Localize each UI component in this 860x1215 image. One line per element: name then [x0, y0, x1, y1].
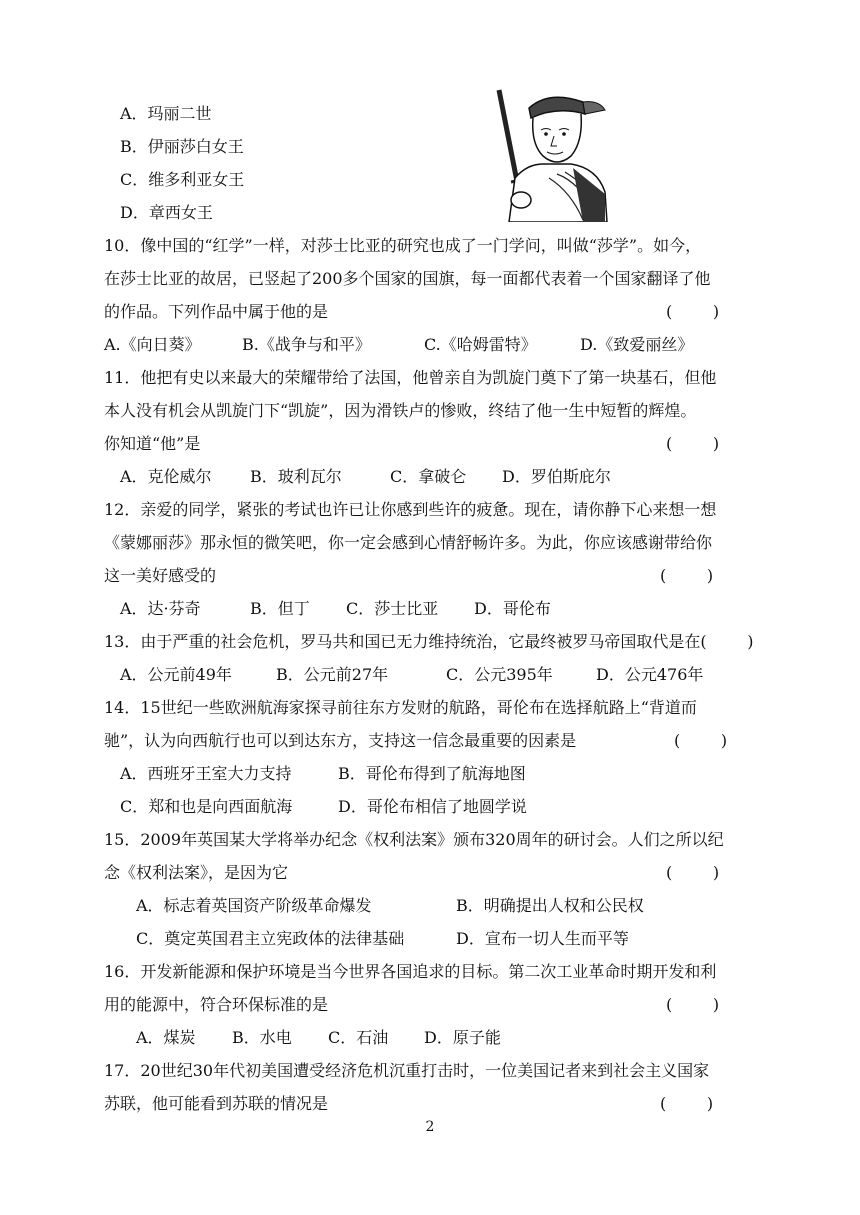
q16-line-1: 16．开发新能源和保护环境是当今世界各国追求的目标。第二次工业革命时期开发和利 — [104, 962, 717, 981]
q13-option-a: A．公元前49年 — [120, 665, 232, 684]
q11-line-3: 你知道“他”是 — [104, 434, 201, 453]
q15-answer-blank: ( ) — [666, 863, 720, 882]
q11-answer-blank: ( ) — [666, 434, 720, 453]
q12-line-1: 12．亲爱的同学，紧张的考试也许已让你感到些许的疲惫。现在，请你静下心来想一想 — [104, 500, 717, 519]
q14-option-a: A．西班牙王室大力支持 — [120, 764, 292, 783]
q16-line-2: 用的能源中，符合环保标准的是 — [104, 995, 329, 1014]
q12-line-3: 这一美好感受的 — [104, 566, 217, 585]
q13-option-c: C．公元395年 — [446, 665, 553, 684]
q14-line-2: 驰”，认为向西航行也可以到达东方，支持这一信念最重要的因素是 — [104, 731, 577, 750]
q15-line-2: 念《权利法案》，是因为它 — [104, 863, 289, 882]
q9-option-d: D．章西女王 — [120, 203, 213, 222]
q10-line-2: 在莎士比亚的故居，已竖起了200多个国家的国旗，每一面都代表着一个国家翻译了他 — [104, 269, 711, 288]
q12-option-b: B．但丁 — [250, 599, 310, 618]
q11-option-b: B．玻利瓦尔 — [250, 467, 342, 486]
q12-option-a: A．达·芬奇 — [120, 599, 201, 618]
q15-option-d: D．宣布一切人生而平等 — [456, 929, 629, 948]
q17-line-2: 苏联，他可能看到苏联的情况是 — [104, 1094, 329, 1113]
q17-line-1: 17．20世纪30年代初美国遭受经济危机沉重打击时，一位美国记者来到社会主义国家 — [104, 1061, 710, 1080]
q14-option-c: C．郑和也是向西面航海 — [120, 797, 293, 816]
q10-line-3: 的作品。下列作品中属于他的是 — [104, 302, 329, 321]
q15-option-b: B．明确提出人权和公民权 — [456, 896, 644, 915]
q17-answer-blank: ( ) — [660, 1094, 714, 1113]
q9-option-c: C．维多利亚女王 — [120, 170, 245, 189]
q15-option-c: C．奠定英国君主立宪政体的法律基础 — [136, 929, 405, 948]
page-number: 2 — [425, 1119, 435, 1135]
q11-option-a: A．克伦威尔 — [120, 467, 212, 486]
q10-option-c: C.《哈姆雷特》 — [424, 335, 537, 354]
q16-option-a: A．煤炭 — [136, 1028, 196, 1047]
q10-answer-blank: ( ) — [666, 302, 720, 321]
q11-line-1: 11．他把有史以来最大的荣耀带给了法国，他曾亲自为凯旋门奠下了第一块基石，但他 — [104, 368, 717, 387]
q12-option-d: D．哥伦布 — [474, 599, 551, 618]
q12-answer-blank: ( ) — [660, 566, 714, 585]
q11-option-c: C．拿破仑 — [390, 467, 467, 486]
q15-line-1: 15．2009年英国某大学将举办纪念《权利法案》颁布320周年的研讨会。人们之所以纪 — [104, 830, 724, 849]
q10-option-d: D.《致爱丽丝》 — [580, 335, 694, 354]
q14-line-1: 14．15世纪一些欧洲航海家探寻前往东方发财的航路，哥伦布在选择航路上“背道而 — [104, 698, 697, 717]
queen-illustration — [487, 82, 611, 222]
q9-option-a: A．玛丽二世 — [120, 104, 212, 123]
q13-line-1: 13．由于严重的社会危机，罗马共和国已无力维持统治，它最终被罗马帝国取代是在( ) — [104, 632, 754, 651]
q12-option-c: C．莎士比亚 — [346, 599, 439, 618]
q10-option-b: B.《战争与和平》 — [242, 335, 371, 354]
q15-option-a: A．标志着英国资产阶级革命爆发 — [136, 896, 372, 915]
q16-option-d: D．原子能 — [424, 1028, 501, 1047]
q9-option-b: B．伊丽莎白女王 — [120, 137, 244, 156]
q11-line-2: 本人没有机会从凯旋门下“凯旋”，因为滑铁卢的惨败，终结了他一生中短暂的辉煌。 — [104, 401, 697, 420]
q11-option-d: D．罗伯斯庇尔 — [502, 467, 611, 486]
q14-option-d: D．哥伦布相信了地圆学说 — [338, 797, 527, 816]
q12-line-2: 《蒙娜丽莎》那永恒的微笑吧，你一定会感到心情舒畅许多。为此，你应该感谢带给你 — [104, 533, 713, 552]
q10-option-a: A.《向日葵》 — [104, 335, 201, 354]
q13-option-d: D．公元476年 — [596, 665, 704, 684]
q16-option-b: B．水电 — [232, 1028, 292, 1047]
q13-option-b: B．公元前27年 — [276, 665, 389, 684]
q14-option-b: B．哥伦布得到了航海地图 — [338, 764, 526, 783]
q14-answer-blank: ( ) — [674, 731, 728, 750]
q16-answer-blank: ( ) — [666, 995, 720, 1014]
q16-option-c: C．石油 — [328, 1028, 389, 1047]
q10-line-1: 10．像中国的“红学”一样，对莎士比亚的研究也成了一门学问，叫做“莎学”。如今， — [104, 236, 702, 255]
